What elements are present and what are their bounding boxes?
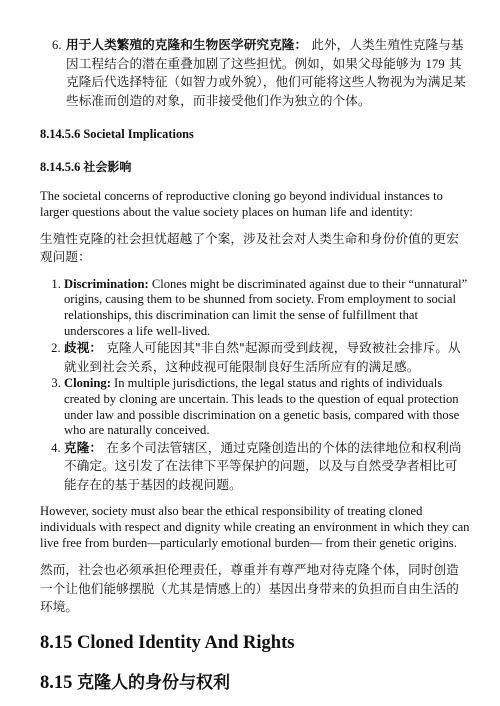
list-item-body xyxy=(66,36,470,110)
section-heading-cn xyxy=(40,158,470,175)
section-heading-cn-number: 8.14.5.6 xyxy=(40,160,81,175)
document-page xyxy=(40,36,470,694)
section-heading-cn-text: 社会影响 xyxy=(83,160,132,175)
list-item xyxy=(64,376,470,438)
list-item-text-a: 此外，人类生殖性克隆与基因工程结合的潜在重叠加剧了这些担忧。例如，如果父母能够为 xyxy=(66,37,464,71)
list-item-text-b: 其克隆后代选择特征（如智力或外貌），他们可能将这些人物视为为满足某些标准而创造的对象，而非接受他们作为独立的个体。 xyxy=(66,55,466,108)
implications-list xyxy=(40,277,470,495)
chapter-heading-cn-number: 8.15 xyxy=(40,673,73,694)
intro-paragraph-en: The societal concerns of reproductive cloning go beyond individual instances to larger questions about the value society places on human life and identity: xyxy=(40,189,443,219)
list-item-text: Clones might be discriminated against due to their “unnatural” origins, causing them to be shunned from society. From employment to social relationships, this discrimination can limit the sense of fulfillment that underscores a life well-lived. xyxy=(64,276,468,338)
section-heading-en: 8.14.5.6 Societal Implications xyxy=(40,127,194,142)
intro-paragraph-cn: 生殖性克隆的社会担忧超越了个案，涉及社会对人类生命和身份价值的更宏观问题： xyxy=(40,230,459,265)
chapter-heading-en: 8.15 Cloned Identity And Rights xyxy=(40,633,295,654)
list-item xyxy=(64,439,470,495)
list-item-term: Discrimination: xyxy=(64,276,149,291)
list-item-number: 6. xyxy=(52,38,62,52)
list-item-text: 克隆人可能因其"非自然"起源而受到歧视，导致被社会排斥。从就业到社会关系，这种歧视可能限制良好生活所应有的满足感。 xyxy=(64,340,461,374)
list-item-term: Cloning: xyxy=(64,376,111,391)
list-item-term: 用于人类繁殖的克隆和生物医学研究克隆： xyxy=(66,37,308,52)
chapter-heading-cn xyxy=(40,668,470,694)
page-reference-number: 179 xyxy=(425,56,445,71)
list-item xyxy=(64,339,470,376)
list-item-term: 歧视： xyxy=(64,340,103,356)
list-item xyxy=(64,277,470,339)
list-item-text: 在多个司法管辖区，通过克隆创造出的个体的法律地位和权利尚不确定。这引发了在法律下平等保护的问题，以及与自然受孕者相比可能存在的基于基因的歧视问题。 xyxy=(64,439,462,492)
closing-paragraph-en: However, society must also bear the ethical responsibility of treating cloned individuals with respect and dignity while creating an environment in which they can live free from burden—particularly emotional burden— from their genetic origins. xyxy=(40,504,470,550)
list-item-6 xyxy=(40,36,470,110)
list-item-term: 克隆： xyxy=(64,439,103,455)
closing-paragraph-cn: 然而，社会也必须承担伦理责任，尊重并有尊严地对待克隆个体，同时创造一个让他们能够摆脱（尤其是情感上的）基因出身带来的负担而自由生活的环境。 xyxy=(40,562,459,615)
list-item-text: In multiple jurisdictions, the legal status and rights of individuals created by cloning are uncertain. This leads to the question of equal protection under law and possible discrimination on a genetic basis, compared with those who are naturally conceived. xyxy=(64,376,460,438)
chapter-heading-cn-text: 克隆人的身份与权利 xyxy=(77,673,230,694)
